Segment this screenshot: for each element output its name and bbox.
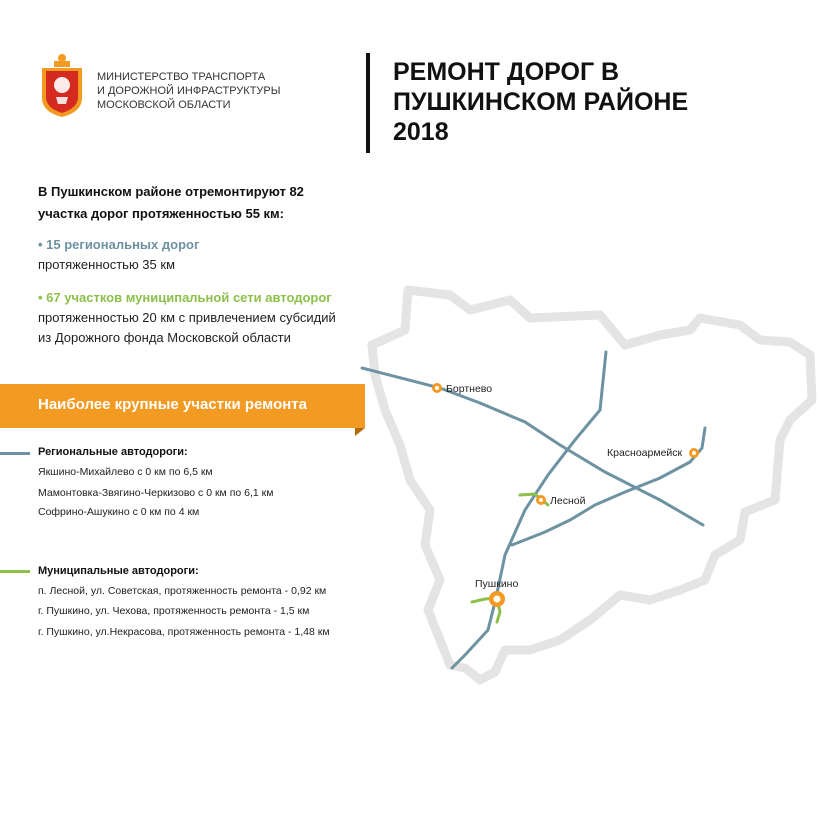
district-outline: [372, 290, 812, 680]
town-marker-krasnoarmeysk: [689, 448, 699, 458]
municipal-road-item: г. Пушкино, ул.Некрасова, протяженность ремонта - 1,48 км: [38, 626, 330, 638]
municipal-road-item: п. Лесной, ул. Советская, протяженность ремонта - 0,92 км: [38, 585, 327, 597]
district-map: [350, 285, 820, 690]
regional-title: Региональные автодороги:: [38, 446, 188, 458]
title-divider: [366, 53, 370, 153]
town-marker-bortnevo: [432, 383, 442, 393]
town-marker-pushkino: [489, 591, 505, 607]
regional-roads-summary: • 15 региональных дорог протяженностью 35 км: [38, 237, 200, 272]
regional-road-item: Мамонтовка-Звягино-Черкизово с 0 км по 6,1 км: [38, 487, 274, 499]
banner-text: Наиболее крупные участки ремонта: [38, 396, 307, 413]
regional-roads: [362, 352, 705, 668]
town-label-lesnoy: Лесной: [550, 495, 586, 507]
regional-legend-line: [0, 452, 30, 455]
municipal-roads-summary: • 67 участков муниципальной сети автодорог протяженностью 20 км с привлечением субсидий из Дорожного фонда Московской области: [38, 290, 336, 345]
town-label-bortnevo: Бортнево: [446, 383, 493, 395]
ministry-name: МИНИСТЕРСТВО ТРАНСПОРТА И ДОРОЖНОЙ ИНФРАСТРУКТУРЫ МОСКОВСКОЙ ОБЛАСТИ: [97, 71, 281, 111]
town-label-pushkino: Пушкино: [475, 578, 519, 590]
moscow-oblast-crest-icon: [38, 52, 86, 118]
town-marker-lesnoy: [536, 495, 546, 505]
intro-text: В Пушкинском районе отремонтируют 82 участка дорог протяженностью 55 км:: [38, 184, 304, 221]
municipal-road-item: г. Пушкино, ул. Чехова, протяженность ремонта - 1,5 км: [38, 605, 310, 617]
regional-road-item: Якшино-Михайлево с 0 км по 6,5 км: [38, 466, 213, 478]
municipal-title: Муниципальные автодороги:: [38, 565, 199, 577]
town-label-krasnoarmeysk: Красноармейск: [607, 447, 683, 459]
municipal-legend-line: [0, 570, 30, 573]
regional-road-item: Софрино-Ашукино с 0 км по 4 км: [38, 506, 200, 518]
municipal-roads: [472, 494, 548, 622]
page-title: РЕМОНТ ДОРОГ В ПУШКИНСКОМ РАЙОНЕ 2018: [393, 58, 689, 146]
